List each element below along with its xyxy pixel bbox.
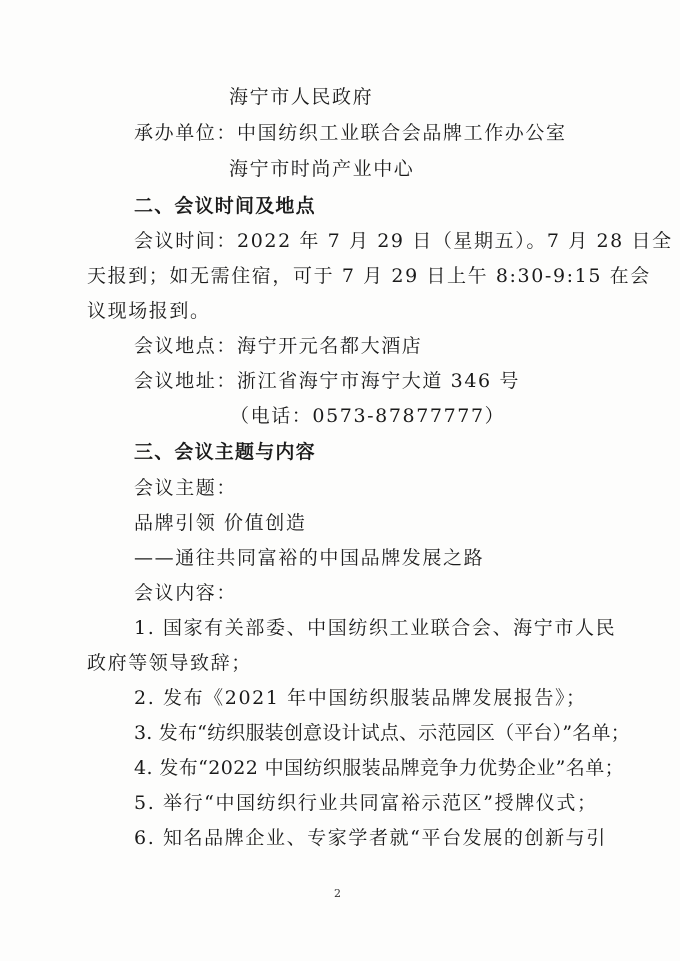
meeting-venue-line: 会议地点：海宁开元名都大酒店 xyxy=(134,335,423,357)
meeting-phone-line: （电话：0573-87877777） xyxy=(230,405,506,427)
meeting-theme-label: 会议主题： xyxy=(134,477,238,499)
meeting-time-line-1: 会议时间：2022 年 7 月 29 日（星期五）。7 月 28 日全 xyxy=(134,230,673,252)
content-item-5: 5. 举行“中国纺织行业共同富裕示范区”授牌仪式； xyxy=(134,792,598,814)
section-heading-theme-content: 三、会议主题与内容 xyxy=(134,441,316,463)
meeting-theme-title: 品牌引领 价值创造 xyxy=(134,512,307,534)
content-item-6-line-1: 6. 知名品牌企业、专家学者就“平台发展的创新与引 xyxy=(134,827,607,849)
meeting-address-line: 会议地址：浙江省海宁市海宁大道 346 号 xyxy=(134,370,520,392)
co-organizer-line: 承办单位：中国纺织工业联合会品牌工作办公室 xyxy=(134,122,567,144)
meeting-content-label: 会议内容： xyxy=(134,582,238,604)
meeting-time-line-2: 天报到；如无需住宿，可于 7 月 29 日上午 8:30-9:15 在会 xyxy=(87,265,651,287)
content-item-2: 2. 发布《2021 年中国纺织服装品牌发展报告》； xyxy=(134,687,587,709)
content-item-3: 3. 发布“纺织服装创意设计试点、示范园区（平台）”名单； xyxy=(134,722,630,744)
page-number: 2 xyxy=(334,887,341,900)
co-organizer-line-fashion-center: 海宁市时尚产业中心 xyxy=(229,158,415,180)
section-heading-time-place: 二、会议时间及地点 xyxy=(134,195,316,217)
content-item-1-line-2: 政府等领导致辞； xyxy=(87,652,252,674)
content-item-1-line-1: 1. 国家有关部委、中国纺织工业联合会、海宁市人民 xyxy=(134,617,617,639)
meeting-theme-subtitle: ——通往共同富裕的中国品牌发展之路 xyxy=(134,547,485,569)
meeting-time-line-3: 议现场报到。 xyxy=(87,300,211,322)
organizer-line-haining-government: 海宁市人民政府 xyxy=(229,86,374,108)
content-item-4: 4. 发布“2022 中国纺织服装品牌竞争力优势企业”名单； xyxy=(134,757,624,779)
